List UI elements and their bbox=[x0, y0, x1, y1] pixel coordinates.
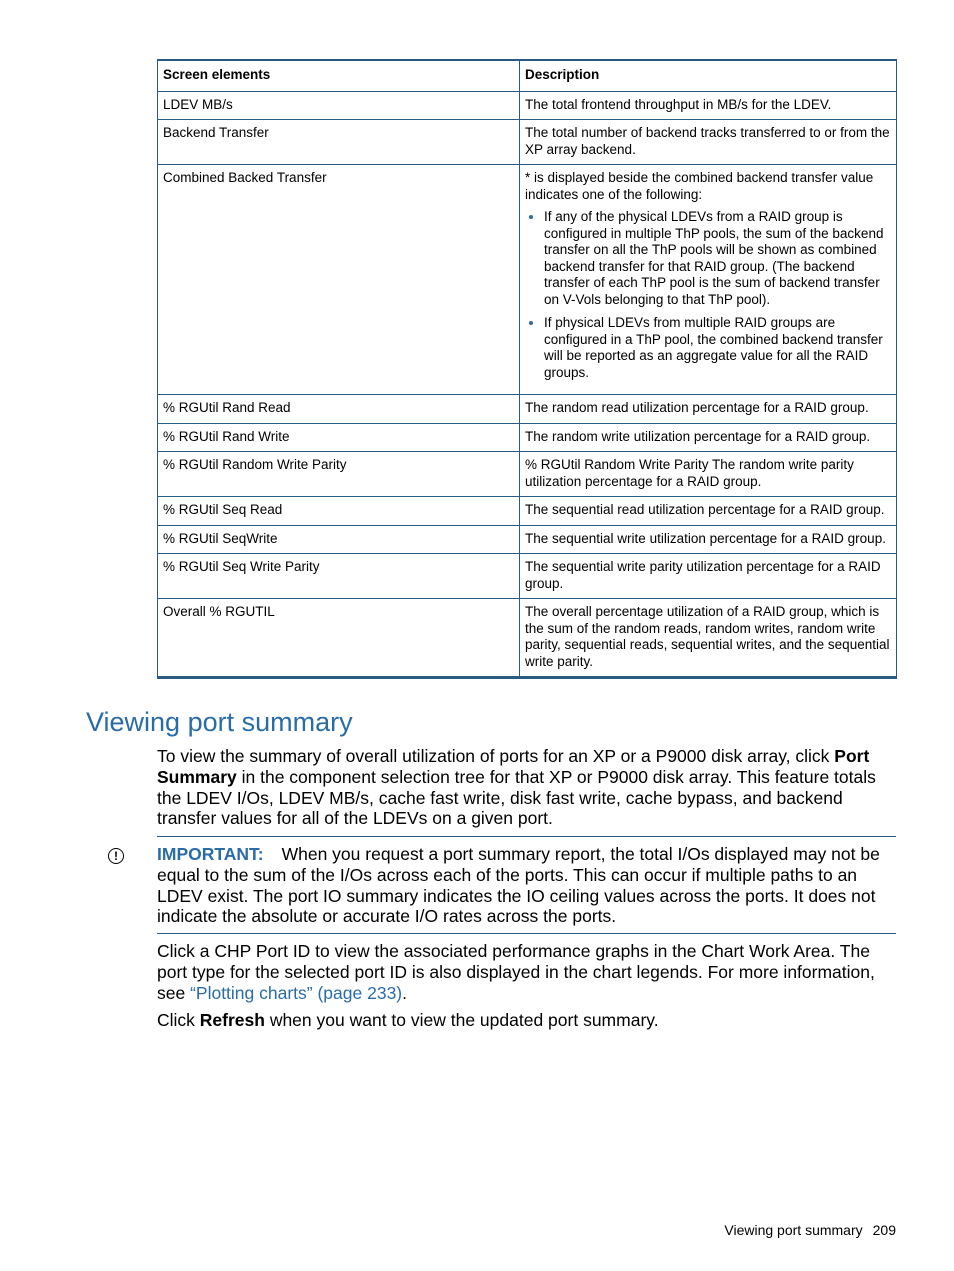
table-row bbox=[158, 120, 897, 165]
table-row bbox=[158, 452, 897, 497]
important-text: When you request a port summary report, the total I/Os displayed may not be equal to the sum of the I/Os across each of the ports. This can occur if multiple paths to an LDEV exist. The port IO summary indicates the IO ceiling values across the ports. It does not indicate the absolute or accurate I/O rates across the ports. bbox=[157, 844, 880, 927]
element-cell: % RGUtil SeqWrite bbox=[158, 525, 520, 554]
element-cell: % RGUtil Seq Read bbox=[158, 497, 520, 526]
important-note bbox=[157, 844, 898, 927]
column-header-description: Description bbox=[520, 60, 897, 91]
screen-elements-table-container bbox=[157, 59, 896, 679]
element-cell: % RGUtil Seq Write Parity bbox=[158, 554, 520, 599]
intro-paragraph bbox=[157, 746, 898, 829]
chp-port-paragraph bbox=[157, 941, 898, 1003]
element-cell: % RGUtil Random Write Parity bbox=[158, 452, 520, 497]
description-cell: The random read utilization percentage for a RAID group. bbox=[520, 395, 897, 424]
table-row bbox=[158, 554, 897, 599]
refresh-text-end: when you want to view the updated port summary. bbox=[264, 1010, 659, 1030]
important-bottom-rule bbox=[157, 933, 896, 934]
plotting-charts-link[interactable]: “Plotting charts” (page 233) bbox=[190, 982, 403, 1003]
table-row bbox=[158, 497, 897, 526]
important-icon: ! bbox=[108, 848, 124, 864]
table-row bbox=[158, 395, 897, 424]
table-row bbox=[158, 423, 897, 452]
port-summary-term: Port Summary bbox=[157, 746, 870, 787]
section-title: Viewing port summary bbox=[86, 707, 353, 737]
intro-text-end: in the component selection tree for that XP or P9000 disk array. This feature totals the LDEV I/Os, LDEV MB/s, cache fast write, disk fast write, cache bypass, and backend transfer values for all of the LDEVs on a given port. bbox=[157, 766, 876, 829]
important-top-rule bbox=[157, 836, 896, 837]
page-footer bbox=[724, 1222, 896, 1238]
bullet-list bbox=[525, 209, 891, 381]
table-row bbox=[158, 91, 897, 120]
element-cell: Backend Transfer bbox=[158, 120, 520, 165]
element-cell: % RGUtil Rand Write bbox=[158, 423, 520, 452]
screen-elements-table bbox=[157, 59, 897, 679]
description-intro: * is displayed beside the combined backend transfer value indicates one of the following: bbox=[525, 170, 874, 202]
description-cell: The total number of backend tracks transferred to or from the XP array backend. bbox=[520, 120, 897, 165]
footer-section-title: Viewing port summary bbox=[724, 1222, 863, 1238]
element-cell: Overall % RGUTIL bbox=[158, 599, 520, 678]
description-cell: The sequential read utilization percentage for a RAID group. bbox=[520, 497, 897, 526]
chp-port-text: Click a CHP Port ID to view the associated performance graphs in the Chart Work Area. The port type for the selected port ID is also displayed in the chart legends. For more information, see bbox=[157, 941, 875, 1003]
description-cell bbox=[520, 165, 897, 395]
description-cell: % RGUtil Random Write Parity The random write parity utilization percentage for a RAID group. bbox=[520, 452, 897, 497]
description-cell: The random write utilization percentage for a RAID group. bbox=[520, 423, 897, 452]
description-cell: The sequential write parity utilization percentage for a RAID group. bbox=[520, 554, 897, 599]
refresh-text-start: Click bbox=[157, 1010, 200, 1030]
bullet-item: • If physical LDEVs from multiple RAID groups are configured in a ThP pool, the combined backend transfer will be reported as an aggregate value for all the RAID groups. bbox=[544, 315, 891, 381]
chp-port-text-end: . bbox=[402, 982, 408, 1003]
table-row bbox=[158, 599, 897, 678]
refresh-term: Refresh bbox=[199, 1010, 265, 1030]
bullet-item: • If any of the physical LDEVs from a RAID group is configured in multiple ThP pools, the sum of the backend transfer on all the ThP pools will be shown as combined backend transfer for that RAID group. (The backend transfer of each ThP pool is the sum of backend transfer on V-Vols belonging to that ThP pool). bbox=[544, 209, 891, 308]
important-label: IMPORTANT: bbox=[157, 844, 264, 864]
table-row bbox=[158, 165, 897, 395]
intro-text-start: To view the summary of overall utilization of ports for an XP or a P9000 disk array, click bbox=[157, 746, 835, 766]
page-number: 209 bbox=[872, 1222, 896, 1238]
refresh-paragraph bbox=[157, 1010, 898, 1031]
element-cell: Combined Backed Transfer bbox=[158, 165, 520, 395]
table-row bbox=[158, 525, 897, 554]
description-cell: The sequential write utilization percentage for a RAID group. bbox=[520, 525, 897, 554]
element-cell: LDEV MB/s bbox=[158, 91, 520, 120]
description-cell: The overall percentage utilization of a RAID group, which is the sum of the random reads, random writes, random write parity, sequential reads, sequential writes, and the sequential write parity. bbox=[520, 599, 897, 678]
table-header-row bbox=[158, 60, 897, 91]
description-cell: The total frontend throughput in MB/s for the LDEV. bbox=[520, 91, 897, 120]
column-header-screen-elements: Screen elements bbox=[158, 60, 520, 91]
element-cell: % RGUtil Rand Read bbox=[158, 395, 520, 424]
